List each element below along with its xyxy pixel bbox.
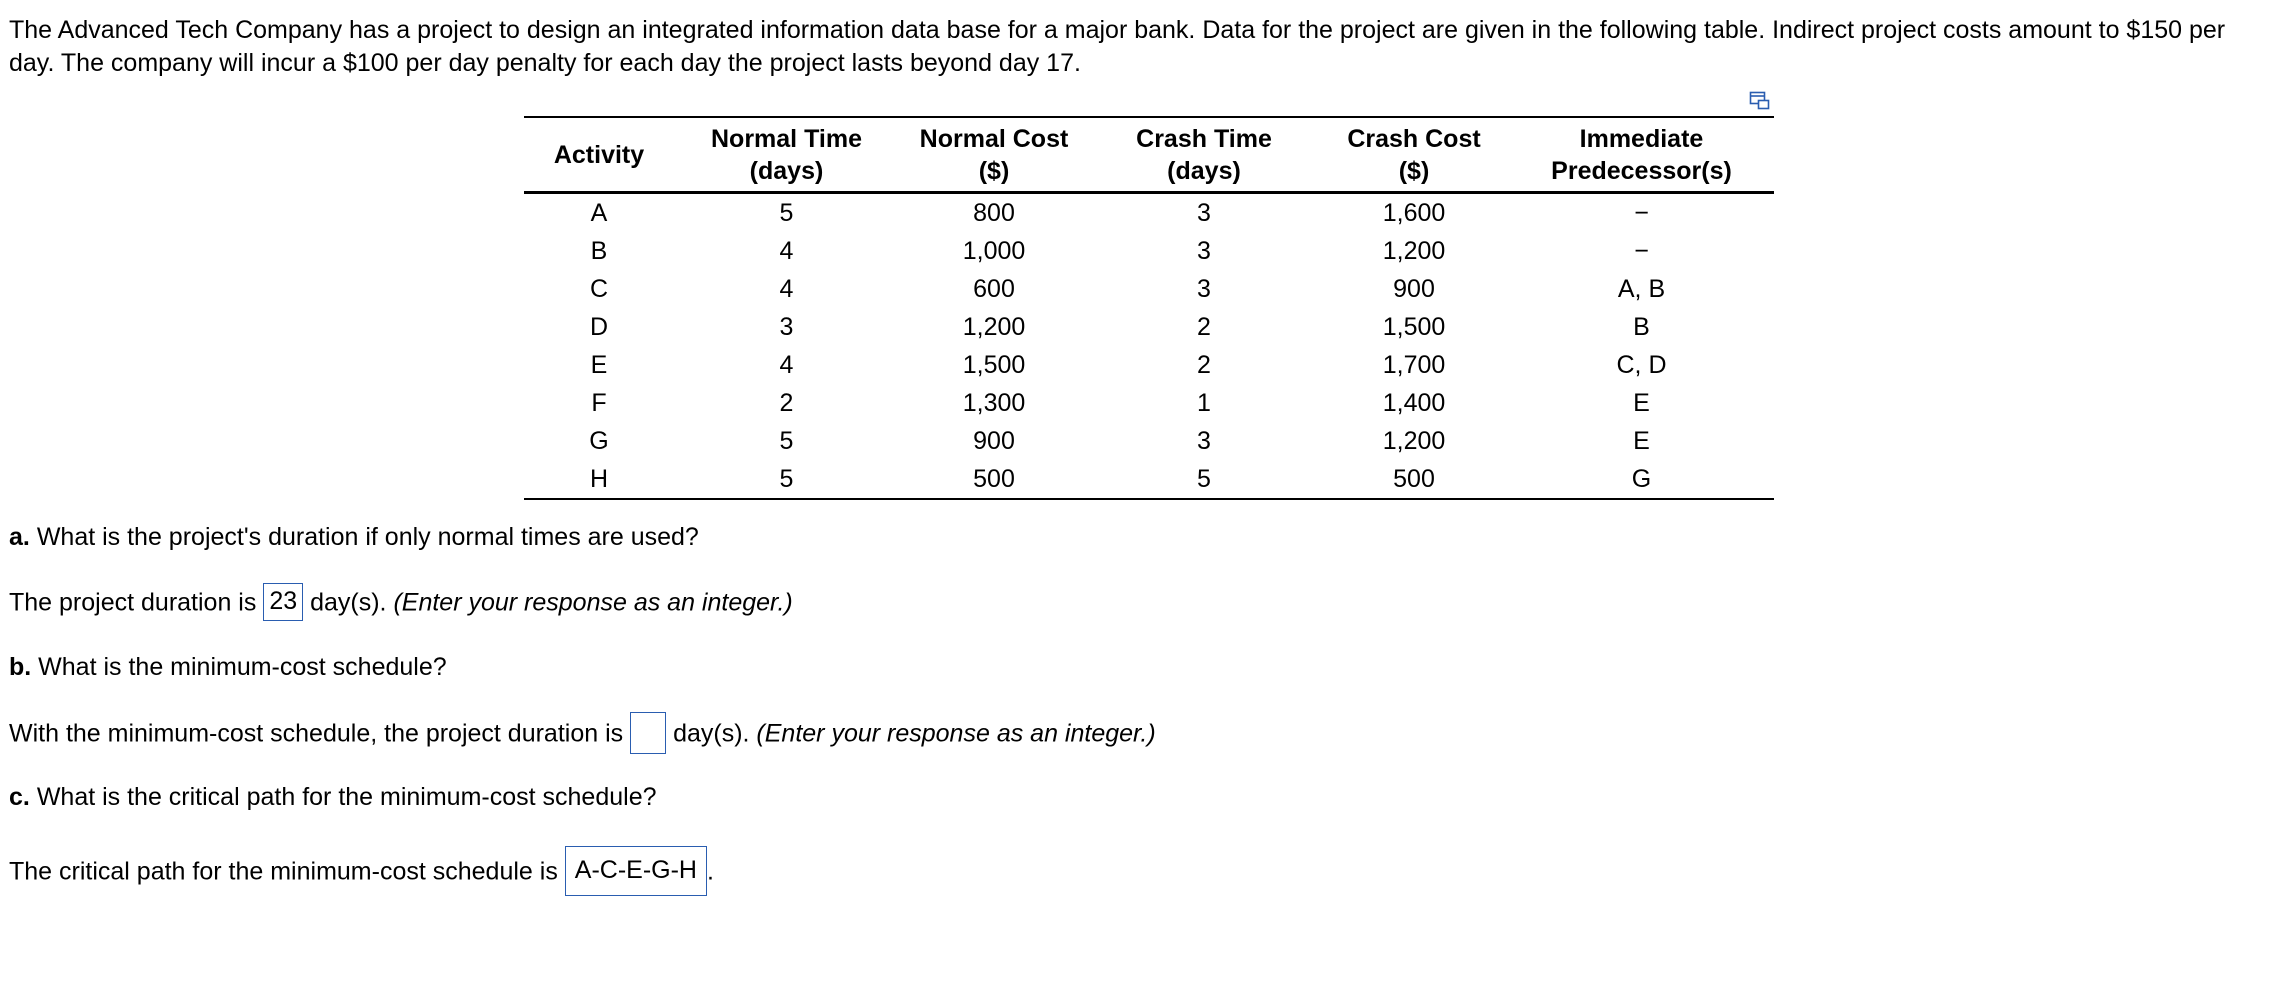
cell-predecessors: B [1633,313,1650,341]
cell-normal-time: 4 [779,351,794,379]
cell-crash-cost: 1,400 [1382,389,1446,417]
cell-normal-cost: 600 [973,275,1015,303]
cell-normal-cost: 500 [973,465,1015,493]
cell-predecessors: E [1633,427,1650,455]
cell-crash-cost: 1,200 [1382,237,1446,265]
cell-predecessors: C, D [1616,351,1667,379]
table-row [524,232,1774,270]
duration-answer-box[interactable]: 23 [263,583,303,621]
cell-normal-cost: 1,000 [962,237,1026,265]
cell-crash-time: 2 [1197,313,1211,341]
question-b [9,651,447,684]
cell-predecessors: A, B [1617,275,1666,303]
question-c [9,781,657,814]
answer-a-prefix: The project duration is [9,588,257,617]
answer-c-prefix: The critical path for the minimum-cost schedule is [9,857,558,886]
problem-intro: The Advanced Tech Company has a project to design an integrated information data base for a major bank. Data for the project are given in the following table. Indirect project costs amount to $150 per day. The company will incur a $100 per day penalty for each day the project lasts beyond day 17. [9,16,2226,77]
cell-activity: H [589,465,609,493]
question-b-text: What is the minimum-cost schedule? [38,653,447,681]
question-b-label: b. [9,653,32,681]
cell-predecessors: G [1631,465,1652,493]
cell-crash-cost: 900 [1393,275,1435,303]
cell-normal-time: 4 [779,275,794,303]
cell-predecessors: E [1633,389,1650,417]
cell-crash-time: 5 [1197,465,1211,493]
answer-b-prefix: With the minimum-cost schedule, the project duration is [9,719,624,748]
table-row [524,384,1774,422]
project-data-table [524,116,1774,500]
question-a-text: What is the project's duration if only normal times are used? [36,523,699,551]
cell-activity: F [591,389,607,417]
question-a [9,521,699,554]
cell-normal-time: 3 [779,313,794,341]
header-activity: Activity [553,141,645,169]
cell-normal-cost: 800 [973,199,1015,227]
min-cost-duration-input[interactable] [630,712,666,754]
cell-normal-time: 5 [779,199,794,227]
cell-crash-time: 3 [1197,427,1211,455]
cell-crash-time: 3 [1197,199,1211,227]
table-row [524,346,1774,384]
answer-c-line [9,848,714,898]
question-a-label: a. [9,523,30,551]
cell-crash-time: 3 [1197,237,1211,265]
cell-predecessors: − [1634,237,1649,265]
answer-a-suffix: day(s). [310,588,387,617]
cell-activity: E [590,351,608,379]
answer-a-line [9,585,793,623]
table-row [524,460,1774,499]
cell-normal-time: 5 [779,465,794,493]
answer-a-hint: (Enter your response as an integer.) [393,588,793,617]
cell-activity: A [590,199,608,227]
cell-activity: B [590,237,608,265]
cell-normal-cost: 1,500 [962,351,1026,379]
answer-c-suffix: . [707,857,714,886]
cell-crash-time: 2 [1197,351,1211,379]
cell-activity: D [589,313,609,341]
question-c-label: c. [9,783,30,811]
cell-normal-cost: 900 [973,427,1015,455]
cell-normal-cost: 1,300 [962,389,1026,417]
expand-table-icon[interactable] [1749,89,1771,111]
cell-normal-time: 4 [779,237,794,265]
cell-normal-cost: 1,200 [962,313,1026,341]
cell-crash-time: 3 [1197,275,1211,303]
cell-crash-cost: 1,500 [1382,313,1446,341]
cell-crash-cost: 1,700 [1382,351,1446,379]
table-row [524,422,1774,460]
table-row [524,308,1774,346]
header-normal-time: Normal Time (days) [711,125,862,185]
cell-crash-cost: 1,600 [1382,199,1446,227]
cell-crash-time: 1 [1197,389,1211,417]
cell-predecessors: − [1634,199,1649,227]
header-predecessors: Immediate Predecessor(s) [1551,125,1732,185]
critical-path-answer-box[interactable]: A-C-E-G-H [565,846,707,896]
answer-b-line [9,714,1156,756]
answer-b-hint: (Enter your response as an integer.) [756,719,1156,748]
header-crash-time: Crash Time (days) [1136,125,1272,185]
header-normal-cost: Normal Cost ($) [919,125,1069,185]
cell-activity: G [589,427,609,455]
cell-activity: C [589,275,609,303]
cell-normal-time: 5 [779,427,794,455]
table-row [524,270,1774,308]
cell-normal-time: 2 [779,389,794,417]
header-crash-cost: Crash Cost ($) [1347,125,1481,185]
answer-b-suffix: day(s). [673,719,750,748]
table-row [524,193,1774,233]
question-c-text: What is the critical path for the minimum-cost schedule? [36,783,657,811]
table-header-row [524,117,1774,193]
cell-crash-cost: 500 [1393,465,1435,493]
cell-crash-cost: 1,200 [1382,427,1446,455]
